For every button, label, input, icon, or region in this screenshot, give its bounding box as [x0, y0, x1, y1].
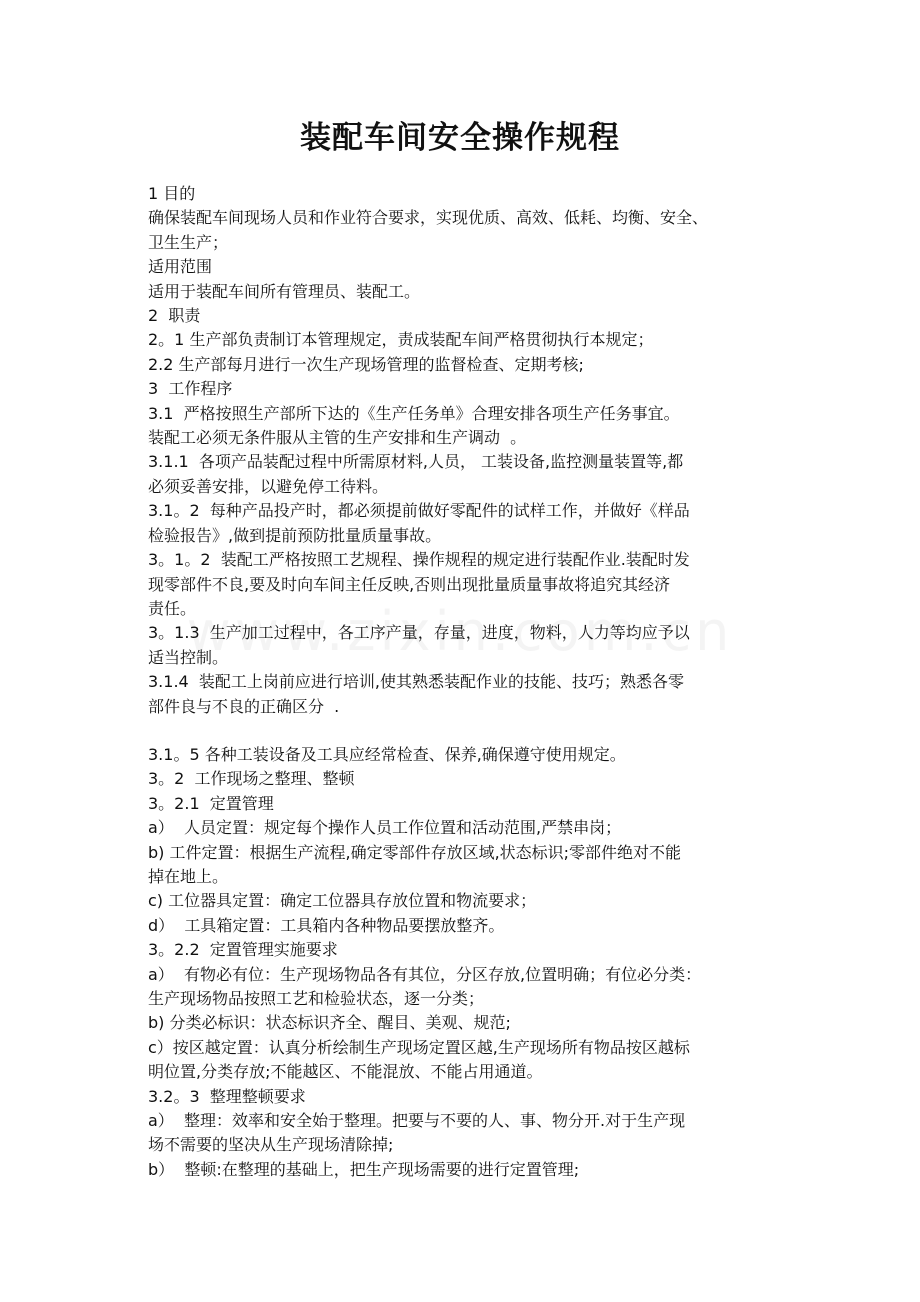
- text-line: 3 工作程序: [148, 379, 233, 399]
- text-line: 3。1.3 生产加工过程中，各工序产量，存量，进度，物料，人力等均应予以: [148, 623, 690, 643]
- document-title: 装配车间安全操作规程: [300, 120, 620, 156]
- text-line: 2.2 生产部每月进行一次生产现场管理的监督检查、定期考核;: [148, 354, 584, 374]
- text-line: a） 整理：效率和安全始于整理。把要与不要的人、事、物分开.对于生产现: [148, 1111, 686, 1131]
- text-line: 部件良与不良的正确区分 .: [148, 696, 340, 716]
- text-line: b) 工件定置：根据生产流程,确定零部件存放区域,状态标识;零部件绝对不能: [148, 842, 682, 862]
- text-line: 确保装配车间现场人员和作业符合要求，实现优质、高效、低耗、均衡、安全、: [148, 208, 709, 228]
- text-line: 3。1。2 装配工严格按照工艺规程、操作规程的规定进行装配作业.装配时发: [148, 550, 690, 570]
- text-line: 3。2 工作现场之整理、整顿: [148, 769, 355, 789]
- text-line: 装配工必须无条件服从主管的生产安排和生产调动 。: [148, 428, 527, 448]
- text-line: 2。1 生产部负责制订本管理规定，责成装配车间严格贯彻执行本规定；: [148, 330, 654, 350]
- text-line: a） 有物必有位：生产现场物品各有其位，分区存放,位置明确；有位必分类：: [148, 964, 702, 984]
- text-line: 3。2.1 定置管理: [148, 793, 274, 813]
- text-line: b） 整顿:在整理的基础上，把生产现场需要的进行定置管理;: [148, 1159, 580, 1179]
- text-line: 3.1.4 装配工上岗前应进行培训,使其熟悉装配作业的技能、技巧；熟悉各零: [148, 672, 684, 692]
- text-line: d） 工具箱定置：工具箱内各种物品要摆放整齐。: [148, 915, 505, 935]
- text-line: 责任。: [148, 598, 197, 618]
- text-line: 3。2.2 定置管理实施要求: [148, 940, 338, 960]
- text-line: 3.1。5 各种工装设备及工具应经常检查、保养,确保遵守使用规定。: [148, 744, 626, 764]
- text-line: 3.1 严格按照生产部所下达的《生产任务单》合理安排各项生产任务事宜。: [148, 403, 680, 423]
- text-line: 适用于装配车间所有管理员、装配工。: [148, 281, 421, 301]
- text-line: 卫生生产；: [148, 232, 229, 252]
- text-line: c) 工位器具定置：确定工位器具存放位置和物流要求；: [148, 891, 537, 911]
- text-line: 适用范围: [148, 257, 213, 277]
- text-line: 场不需要的坚决从生产现场清除掉;: [148, 1135, 394, 1155]
- text-line: 适当控制。: [148, 647, 229, 667]
- text-line: c）按区越定置：认真分析绘制生产现场定置区越,生产现场所有物品按区越标: [148, 1037, 690, 1057]
- text-line: b) 分类必标识：状态标识齐全、醒目、美观、规范;: [148, 1013, 511, 1033]
- text-line: 3.1。2 每种产品投产时，都必须提前做好零配件的试样工作，并做好《样品: [148, 501, 690, 521]
- text-line: 必须妥善安排，以避免停工待料。: [148, 476, 389, 496]
- text-line: 3.2。3 整理整顿要求: [148, 1086, 306, 1106]
- text-line: 2 职责: [148, 306, 201, 326]
- text-line: a） 人员定置：规定每个操作人员工作位置和活动范围,严禁串岗；: [148, 818, 622, 838]
- text-line: 3.1.1 各项产品装配过程中所需原材料,人员， 工装设备,监控测量装置等,都: [148, 452, 684, 472]
- text-line: [148, 719, 778, 743]
- text-line: 现零部件不良,要及时向车间主任反映,否则出现批量质量事故将追究其经济: [148, 574, 671, 594]
- text-line: 掉在地上。: [148, 866, 229, 886]
- document-body: [148, 182, 778, 1182]
- text-line: 生产现场物品按照工艺和检验状态，逐一分类；: [148, 989, 485, 1008]
- text-line: 1 目的: [148, 184, 196, 203]
- text-line: 检验报告》,做到提前预防批量质量事故。: [148, 525, 442, 545]
- text-line: 明位置,分类存放;不能越区、不能混放、不能占用通道。: [148, 1062, 543, 1082]
